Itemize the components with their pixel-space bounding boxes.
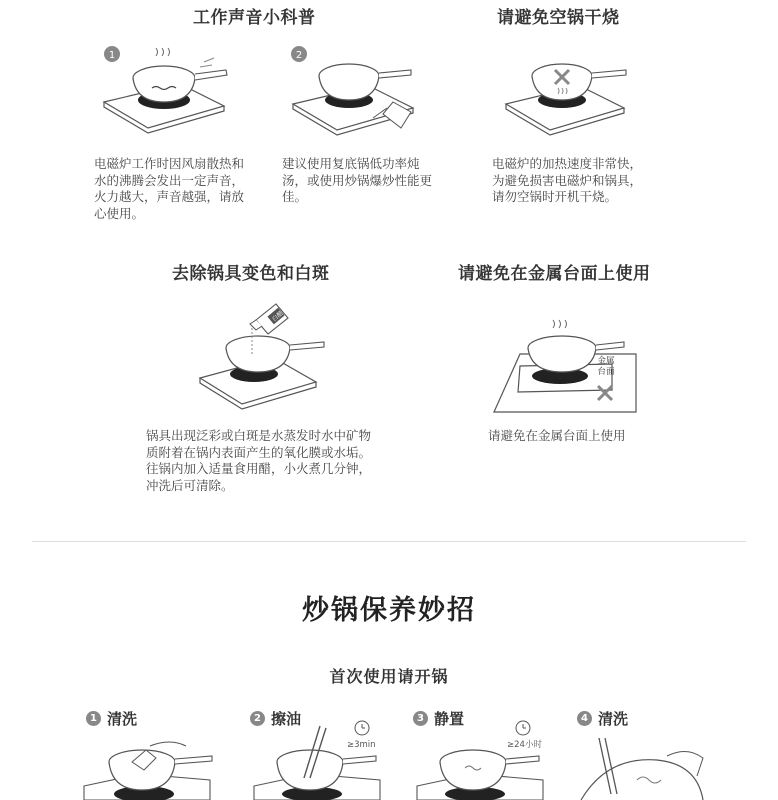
step-3-label: 静置 (434, 710, 465, 728)
sound-waves-icon (200, 58, 214, 67)
hand-icon (150, 742, 186, 746)
step-4-number: 4 (577, 711, 592, 726)
clock-icon (355, 721, 369, 735)
step-4 (577, 708, 628, 729)
vinegar-bottle-icon (250, 304, 288, 334)
step-4-label: 清洗 (598, 710, 629, 728)
step-2-number: 2 (250, 711, 265, 726)
illustration-step-rest (413, 716, 553, 800)
illustration-cooker-sound (96, 40, 236, 140)
title-remove-stains: 去除锅具变色和白斑 (172, 264, 330, 284)
bottle-label: 白醋 (270, 309, 285, 324)
illustration-low-power-stew (283, 40, 423, 140)
metal-surface-tag: 金属台面 (597, 356, 615, 377)
badge-2-text: 2 (295, 50, 303, 61)
subtitle-first-use: 首次使用请开锅 (329, 667, 449, 686)
illustration-step-oil (250, 716, 390, 800)
illustration-step-rinse (577, 736, 717, 800)
step-1 (86, 708, 137, 729)
illustration-vinegar-cleaning (196, 296, 336, 416)
step-3-number: 3 (413, 711, 428, 726)
step-1-label: 清洗 (107, 710, 138, 728)
clock-icon (516, 721, 530, 735)
illustration-step-wash (80, 736, 220, 800)
title-avoid-metal-surface: 请避免在金属台面上使用 (458, 264, 651, 284)
text-metal-warning: 请避免在金属台面上使用 (488, 428, 626, 443)
step-1-number: 1 (86, 711, 101, 726)
title-sound-science: 工作声音小科普 (193, 8, 316, 28)
title-avoid-dry-burning: 请避免空锅干烧 (497, 8, 620, 28)
step-2-time: ≥3min (347, 740, 376, 750)
text-dry-burn-warning: 电磁炉的加热速度非常快，为避免损害电磁炉和锅具，请勿空锅时开机干烧。 (492, 156, 643, 204)
text-stain-explanation: 锅具出现泛彩或白斑是水蒸发时水中矿物质附着在锅内表面产生的氧化膜或水垢。往锅内加入适量食用醋，小火煮几分钟，冲洗后可清除。 (146, 428, 372, 493)
title-wok-care-tips: 炒锅保养妙招 (302, 595, 476, 626)
step-2-label: 擦油 (271, 710, 302, 728)
badge-1-text: 1 (108, 50, 116, 61)
step-3-time: ≥24小时 (507, 740, 542, 750)
illustration-empty-pan-warning (500, 40, 640, 140)
text-sound-explanation: 电磁炉工作时因风扇散热和水的沸腾会发出一定声音，火力越大，声音越强，请放心使用。 (94, 156, 245, 221)
section-divider (32, 541, 746, 542)
text-low-power-tip: 建议使用复底锅低功率炖汤，或使用炒锅爆炒性能更佳。 (282, 156, 433, 204)
